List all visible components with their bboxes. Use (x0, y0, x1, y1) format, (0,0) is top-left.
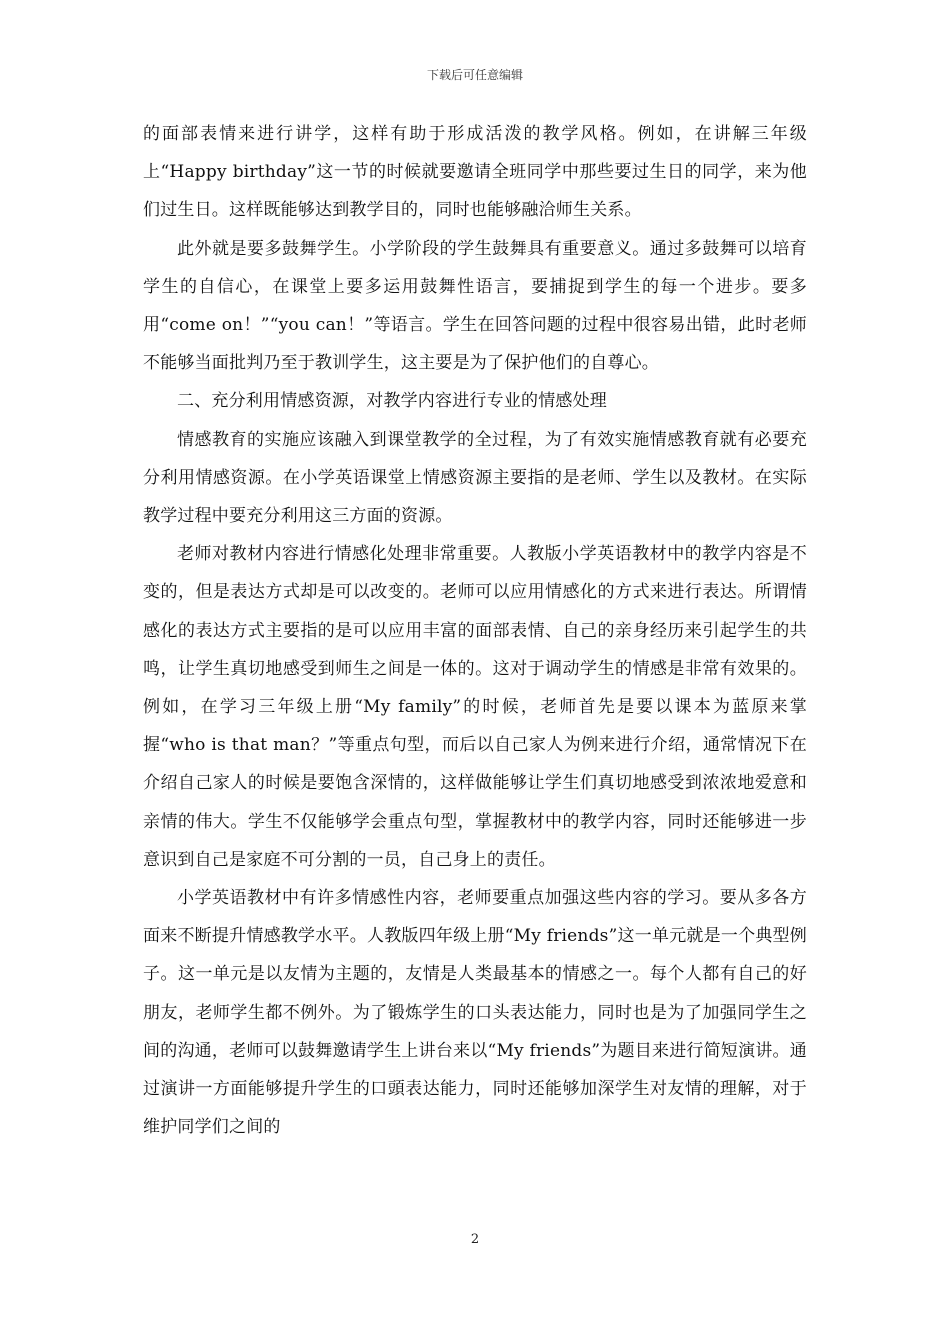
document-body (143, 115, 807, 1146)
paragraph-continued: 的面部表情来进行讲学，这样有助于形成活泼的教学风格。例如，在讲解三年级上“Happy birthday”这一节的时候就要邀请全班同学中那些要过生日的同学，来为他们过生日。这样既能够达到教学目的，同时也能够融洽师生关系。 (143, 124, 807, 221)
section-heading: 二、充分利用情感资源，对教学内容进行专业的情感处理 (177, 391, 607, 412)
page-header: 下载后可任意编辑 (426, 68, 523, 82)
paragraph: 此外就是要多鼓舞学生。小学阶段的学生鼓舞具有重要意义。通过多鼓舞可以培育学生的自信心，在课堂上要多运用鼓舞性语言，要捕捉到学生的每一个进步。要多用“come on！”“you can！”等语言。学生在回答问题的过程中很容易出错，此时老师不能够当面批判乃至于教训学生，这主要是为了保护他们的自尊心。 (143, 238, 807, 374)
paragraph: 情感教育的实施应该融入到课堂教学的全过程，为了有效实施情感教育就有必要充分利用情感资源。在小学英语课堂上情感资源主要指的是老师、学生以及教材。在实际教学过程中要充分利用这三方面的资源。 (143, 429, 807, 527)
paragraph: 小学英语教材中有许多情感性内容，老师要重点加强这些内容的学习。要从多各方面来不断提升情感教学水平。人教版四年级上册“My friends”这一单元就是一个典型例子。这一单元是以友情为主题的，友情是人类最基本的情感之一。每个人都有自己的好朋友，老师学生都不例外。为了锻炼学生的口头表达能力，同时也是为了加强同学生之间的沟通，老师可以鼓舞邀请学生上讲台来以“My friends”为题目来进行简短演讲。通过演讲一方面能够提升学生的口頭表达能力，同时还能够加深学生对友情的理解，对于维护同学们之间的 (143, 888, 807, 1138)
page-number: 2 (470, 1232, 480, 1247)
paragraph: 老师对教材内容进行情感化处理非常重要。人教版小学英语教材中的教学内容是不变的，但是表达方式却是可以改变的。老师可以应用情感化的方式来进行表达。所谓情感化的表达方式主要指的是可以应用丰富的面部表情、自己的亲身经历来引起学生的共鸣，让学生真切地感受到师生之间是一体的。这对于调动学生的情感是非常有效果的。例如，在学习三年级上册“My family”的时候，老师首先是要以课本为蓝原来掌握“who is that man？”等重点句型，而后以自己家人为例来进行介绍，通常情况下在介绍自己家人的时候是要饱含深情的，这样做能够让学生们真切地感受到浓浓地爱意和亲情的伟大。学生不仅能够学会重点句型，掌握教材中的教学内容，同时还能够进一步意识到自己是家庭不可分割的一员，自己身上的责任。 (143, 544, 807, 870)
